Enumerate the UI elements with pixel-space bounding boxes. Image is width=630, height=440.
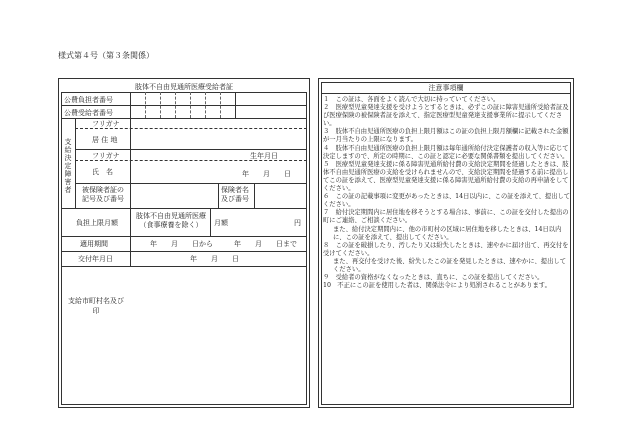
notes-title: 注意事項欄 bbox=[428, 84, 464, 92]
furigana-label-address: フリガナ bbox=[92, 120, 120, 128]
note-item: ５ 医療型児童発達支援に係る障害児通所給付費の支給決定期間を経過したときは、肢体不自由児通所医療の支給を受けられませんので、支給決定期間を経過する前に提出してこの証を添えて、医療型児童発達支援に係る障害児通所給付費の支給の再申請をしてください。 bbox=[323, 160, 569, 193]
note-item: ３ 肢体不自由児通所医療の負担上限月額はこの証の負担上限月額欄に記載された金額が一月当たりの上限になります。 bbox=[323, 128, 569, 144]
monthly-label: 月額 bbox=[214, 219, 228, 227]
issue-date-label: 交付年月日 bbox=[78, 255, 113, 263]
notes-list bbox=[323, 96, 571, 290]
limit-label: 負担上限月額 bbox=[76, 219, 118, 227]
furigana-label-name: フリガナ bbox=[92, 152, 120, 160]
payer-number-label: 公費負担者番号 bbox=[64, 96, 113, 104]
side-label-recipient: 支給決定障害者 bbox=[64, 138, 72, 194]
certificate-title: 肢体不自由児通所医療受給者証 bbox=[135, 83, 233, 91]
period-label: 適用期間 bbox=[80, 240, 108, 248]
form-label: 様式第４号（第３条関係） bbox=[58, 51, 154, 60]
note-item: １ この証は、各面をよく読んで大切に持っていてください。 bbox=[323, 96, 500, 103]
yen-label: 円 bbox=[294, 219, 301, 227]
issue-date-value: 年 月 日 bbox=[190, 255, 239, 263]
note-item: ７ 給付決定期間内に居住地を移そうとする場合は、事前に、この証を交付した提出の町にご連絡、ご相談ください。 bbox=[323, 209, 569, 225]
note-item: ４ 肢体不自由児通所医療の負担上限月額は毎年通所給付決定保護者の収入等に応じて決定しますので、所定の時期に、この証と認定に必要な関係書類を提出してください。 bbox=[323, 144, 569, 160]
note-item: ８ この証を破損したり、汚したり又は紛失したときは、速やかに届け出て、再交付を受けてください。 bbox=[323, 241, 569, 257]
note-item: ９ 受給者の資格がなくなったときは、直ちに、この証を提出してください。 bbox=[323, 274, 544, 282]
note-item: 10 不正にこの証を使用した者は、関係法令により処罰されることがあります。 bbox=[323, 282, 551, 290]
birth-date-label: 生年月日 bbox=[250, 152, 278, 160]
note-item: また、給付決定期間内に、他の市町村の区域に居住地を移したときは、14日以内に、この証を添えて、提出してください。 bbox=[333, 225, 562, 241]
name-label: 氏 名 bbox=[92, 168, 113, 176]
note-item: また、再交付を受けた後、紛失したこの証を発見したときは、速やかに、提出してください。 bbox=[333, 257, 566, 273]
limit-description: 肢体不自由児通所医療（食事療養を除く） bbox=[136, 212, 206, 229]
city-seal-label: 支給市町村名及び印 bbox=[68, 297, 124, 315]
period-value: 年 月 日から 年 月 日まで bbox=[150, 240, 297, 248]
insured-card-label: 被保険者証の記号及び番号 bbox=[82, 186, 124, 203]
note-item: ２ 医療型児童発達支援を受けようとするときは、必ずこの証に障害児通所受給者証及び医療保険の被保険者証を添えて、指定医療型児童発達支援事業所に提示してください。 bbox=[323, 104, 569, 128]
recipient-number-label: 公費受給者番号 bbox=[64, 109, 113, 117]
birth-date-value: 年 月 日 bbox=[242, 170, 291, 178]
note-item: ６ この証の記載事項に変更があったときは、14日以内に、この証を添えて、提出してください。 bbox=[323, 193, 571, 209]
address-label: 居 住 地 bbox=[92, 136, 118, 144]
insurer-label: 保険者名及び番号 bbox=[221, 186, 249, 203]
